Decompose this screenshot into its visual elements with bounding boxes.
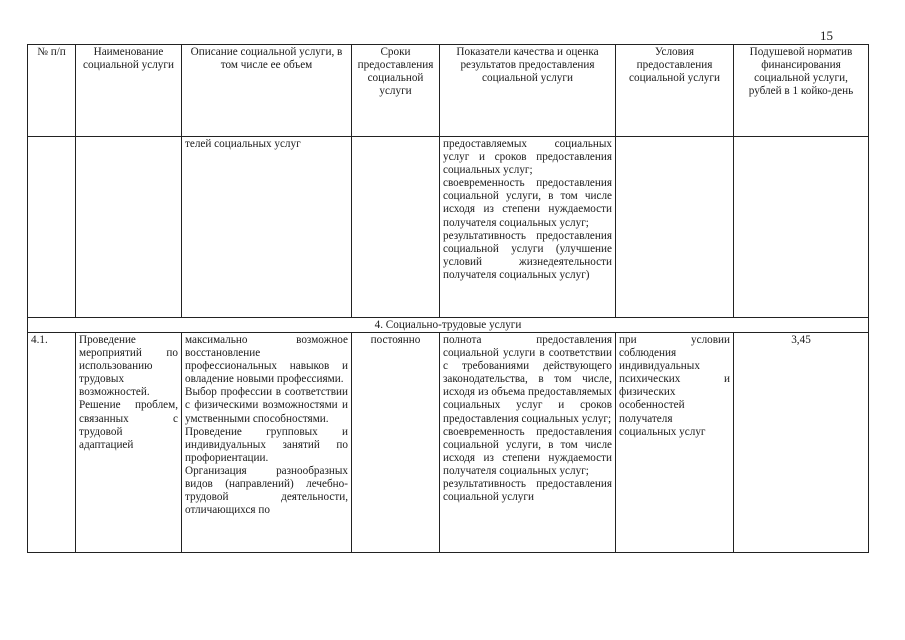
table-row-continued [28,137,869,318]
table-row-4-1 [28,333,869,553]
cell-service-name [76,333,182,553]
cell-rate: 3,45 [734,333,869,553]
quality-line: своевременность предоставления социальной услуги, в том числе исходя из степени нуждаемости получателя социальных услуг; [443,177,612,229]
header-term: Сроки предоставления социальной услуги [352,45,440,137]
cell-empty [352,137,440,318]
cell-description: телей социальных услуг [182,137,352,318]
section-title: 4. Социально-трудовые услуги [28,318,869,333]
header-conditions: Условия предоставления социальной услуги [616,45,734,137]
cell-empty [28,137,76,318]
header-number: № п/п [28,45,76,137]
cell-description [182,333,352,553]
cell-empty [76,137,182,318]
quality-line: предоставляемых социальных услуг и сроков предоставления социальных услуг; [443,138,612,177]
service-name-line: Проведение мероприятий по использованию трудовых возможностей. [79,334,178,399]
header-quality: Показатели качества и оценка результатов предоставления социальной услуги [440,45,616,137]
header-service-name: Наименование социальной услуги [76,45,182,137]
quality-line: результативность предоставления социальной услуги [443,478,612,504]
header-description: Описание социальной услуги, в том числе ее объем [182,45,352,137]
section-row [28,318,869,333]
service-name-line: Решение проблем, связанных с трудовой адаптацией [79,399,178,451]
quality-line: полнота предоставления социальной услуги в соответствии с требованиями действующего законодательства, в том числе, исходя из объема предоставляемых социальных услуг и сроков предоставления социальных услуг; [443,334,612,425]
table-header-row [28,45,869,137]
cell-empty [616,137,734,318]
cell-quality [440,333,616,553]
cell-empty [734,137,869,318]
header-rate: Подушевой норматив финансирования социальной услуги, рублей в 1 койко-день [734,45,869,137]
quality-line: своевременность предоставления социальной услуги, в том числе исходя из степени нуждаемости получателя социальных услуг; [443,425,612,477]
cell-number: 4.1. [28,333,76,553]
description-line: Проведение групповых и индивидуальных занятий по профориентации. [185,425,348,464]
page-number: 15 [820,28,833,43]
services-table [27,44,869,553]
description-line: максимально возможное восстановление профессиональных навыков и овладение новыми профессиями. [185,334,348,386]
cell-conditions: при условии соблюдения индивидуальных психических и физических особенностей получателя социальных услуг [616,333,734,553]
description-line: Выбор профессии в соответствии с физическими возможностями и умственными способностями. [185,386,348,425]
description-line: Организация разнообразных видов (направлений) лечебно- трудовой деятельности, отличающихся по [185,464,348,517]
cell-quality [440,137,616,318]
quality-line: результативность предоставления социальной услуги (улучшение условий жизнедеятельности получателя социальных услуг) [443,229,612,281]
cell-term: постоянно [352,333,440,553]
